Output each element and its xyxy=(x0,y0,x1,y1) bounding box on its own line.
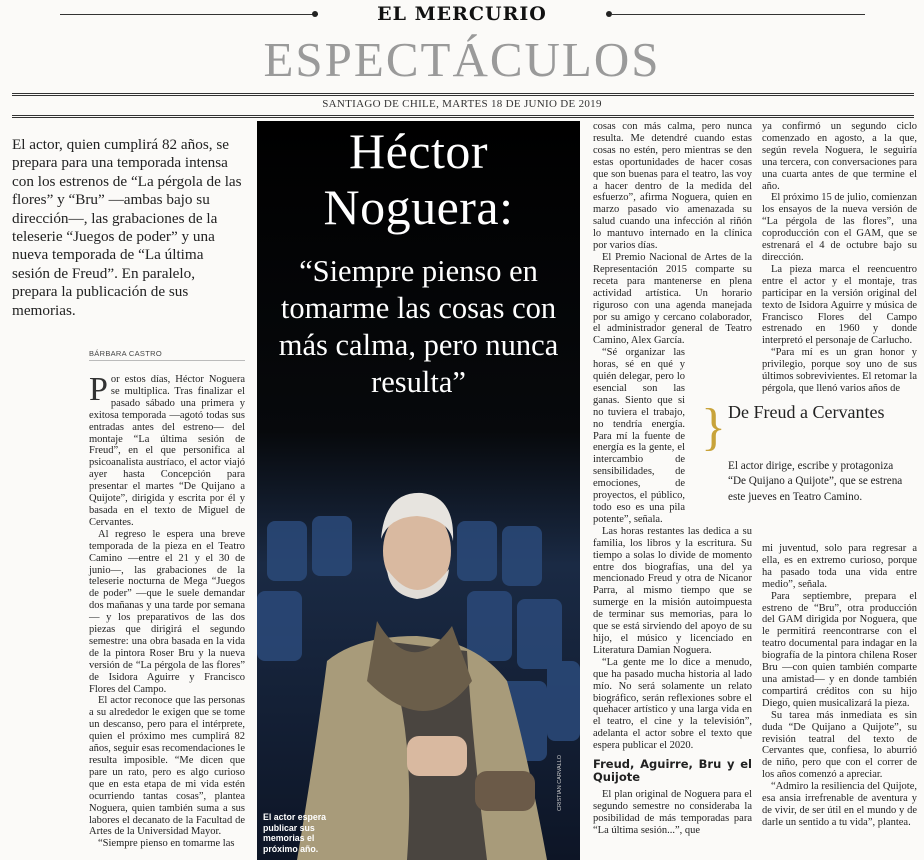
paragraph: El plan original de Noguera para el segundo semestre no consideraba la posibilidad de más temporadas para “La última sesión...”, que xyxy=(593,789,752,836)
header-rule-bottom-2 xyxy=(12,117,914,118)
paragraph: Al regreso le espera una breve temporada de la pieza en el Teatro Camino —entre el 21 y el 30 de junio—, las grabaciones de la teleserie nocturna de Mega “Juegos de poder” —que le suele demandar dos mañanas y una tarde por semana— y los preparativos de las dos piezas que dirigirá el segundo semestre: una obra basada en la vida de la pintora Roser Bru y la nueva versión de “La pérgola de las flores” de Isidora Aguirre y Francisco Flores del Campo. xyxy=(89,528,245,695)
dateline: SANTIAGO DE CHILE, MARTES 18 DE JUNIO DE 2019 xyxy=(322,98,602,110)
paragraph: “La gente me lo dice a menudo, que ha pasado mucha historia al lado mío. No será solamente un relato biográfico, serán reflexiones sobre el quehacer artístico y una larga vida en el teatro, el cine y la televisión”, adelanta el actor sobre el texto que espera publicar el 2020. xyxy=(593,656,752,752)
column-4-bottom xyxy=(762,543,917,829)
paragraph: El actor reconoce que las personas a su alrededor le exigen que se tome un descanso, pero para el intérprete, quien el próximo mes cumplirá 82 años, seguir esas recomendaciones le resulta imposible. “Me dicen que pare un rato, pero es algo curioso que en esta etapa de mi vida estén ocurriendo tantas cosas”, plantea Noguera, quien también suma a sus labores el decanato de la Facultad de Artes de la Universidad Mayor. xyxy=(89,695,245,838)
photo-credit: CRISTIAN CARVALLO xyxy=(557,754,563,811)
newspaper-name: EL MERCURIO xyxy=(377,3,547,25)
paragraph: “Sé organizar las horas, sé en qué y quién delegar, pero lo esencial son las ganas. Siento que si no tuviera el trabajo, no tendría energía. Para mí la fuente de energía es la gente, el intercambio de sensibilidades, de emociones, de proyectos, el público, todo eso es una pila potente”, señala. xyxy=(593,347,685,525)
headline-name: Héctor Noguera: xyxy=(323,123,514,235)
paragraph: El Premio Nacional de Artes de la Representación 2015 comparte su receta para mantenerse en plena actividad artística. Un horario riguroso con una agenda manejada por su amigo y cercano colaborador, el administrador general de Teatro Camino, Alex García. xyxy=(593,251,752,347)
section-title: ESPECTÁCULOS xyxy=(263,32,661,87)
paragraph: El próximo 15 de julio, comienzan los ensayos de la nueva versión de “La pérgola de las flores”, una coproducción con el GAM, que se estrenará el 4 de octubre bajo su dirección. xyxy=(762,192,917,263)
article-deck: El actor, quien cumplirá 82 años, se prepara para una temporada intensa con los estrenos de “La pérgola de las flores” y “Bru” —ambas bajo su dirección—, las grabaciones de la teleserie “Juegos de poder” y una nueva temporada de “La última sesión de Freud”. En paralelo, prepara la publicación de sus memorias. xyxy=(12,136,242,319)
byline: BÁRBARA CASTRO xyxy=(89,349,245,361)
paragraph-text: or estos días, Héctor Noguera se multiplica. Tras finalizar el pasado sábado una primera y exitosa temporada —agotó todas sus entradas antes del estreno— del montaje “La última sesión de Freud”, en el que personifica al psicoanalista austríaco, el actor viajó ayer hasta Concepción para presentar el martes “De Quijano a Quijote”, dirigida y escrita por él y basada en el texto de Miguel de Cervantes. xyxy=(89,374,245,528)
headline-quote: “Siempre pienso en tomarme las cosas con más calma, pero nunca resulta” xyxy=(278,254,559,399)
paragraph: Su tarea más inmediata es sin duda “De Quijano a Quijote”, su revisión teatral del texto de Cervantes que, confiesa, lo aburrió de niño, pero que con el correr de los años comenzó a apreciar. xyxy=(762,709,917,781)
pullout-title: De Freud a Cervantes xyxy=(728,402,885,422)
paragraph: “Siempre pienso en tomarme las xyxy=(98,838,235,850)
pullout-text: El actor dirige, escribe y protagoniza “De Quijano a Quijote”, que se estrena este jueves en Teatro Camino. xyxy=(728,460,903,503)
paragraph: ya confirmó un segundo ciclo comenzado en agosto, a la que, según revela Noguera, le seguiría una tercera, con conversaciones para una cuarta antes de que termine el año. xyxy=(762,121,917,192)
pullout-brace: } xyxy=(701,399,726,456)
masthead xyxy=(0,0,924,30)
paragraph: Para septiembre, prepara el estreno de “Bru”, otra producción del GAM dirigida por Noguera, que le permitirá reencontrarse con el teatro documental para indagar en la biografía de la pintora chilena Roser Bru —con quien también comparte una amistad— y en donde también compartirá créditos con su hijo Diego, quien musicalizará la pieza. xyxy=(762,590,917,709)
column-1 xyxy=(89,371,245,850)
lead-photo xyxy=(257,121,580,860)
paragraph: “Para mí es un gran honor y privilegio, porque soy uno de sus últimos sobrevivientes. El retomar la pérgola, que llenó varios años de xyxy=(762,347,917,394)
drop-cap: P xyxy=(89,371,108,408)
paragraph: “Admiro la resiliencia del Quijote, esa ansia irrefrenable de aventura y de vivir, de ser útil en el mundo y de darle un sentido a tu vida”, plantea. xyxy=(762,781,917,828)
paragraph: Las horas restantes las dedica a su familia, los libros y la escritura. Su tiempo a solas lo divide de momento entre dos biografías, una del ya mencionado Freud y otra de Nicanor Parra, al mismo tiempo que se sumerge en la misión autoimpuesta de terminar sus memorias, para lo que se está sirviendo del apoyo de su hijo, el músico y licenciado en Literatura Damian Noguera. xyxy=(593,525,752,656)
paragraph xyxy=(89,371,245,529)
paragraph: La pieza marca el reencuentro entre el actor y el montaje, tras participar en la versión original del texto de Isidora Aguirre y música de Francisco Flores del Campo estrenado en 1960 y donde interpretó el personaje de Carlucho. xyxy=(762,263,917,347)
header-rule-top-2 xyxy=(12,95,914,96)
paragraph: cosas con más calma, pero nunca resulta. Me detendré cuando estas cosas no estén, pero mientras se den estas oportunidades de hacer cosas que son buenas para el teatro, las voy a hacer dentro de la medida del esfuerzo”, afirma Noguera, quien en marzo pasado vio amenazada su salud cuando una infección al riñón lo mantuvo internado en la clínica por varios días. xyxy=(593,121,752,252)
subheading: Freud, Aguirre, Bru y el Quijote xyxy=(593,757,752,785)
paragraph: mi juventud, solo para regresar a ella, es en extremo curioso, porque ha pasado toda una vida entre medio”, señala. xyxy=(762,543,917,590)
photo-caption: El actor espera publicar sus memorias el próximo año. xyxy=(263,812,327,854)
header-rule-top xyxy=(12,93,914,94)
header-rule-bottom xyxy=(12,115,914,116)
column-4-top xyxy=(762,121,917,395)
